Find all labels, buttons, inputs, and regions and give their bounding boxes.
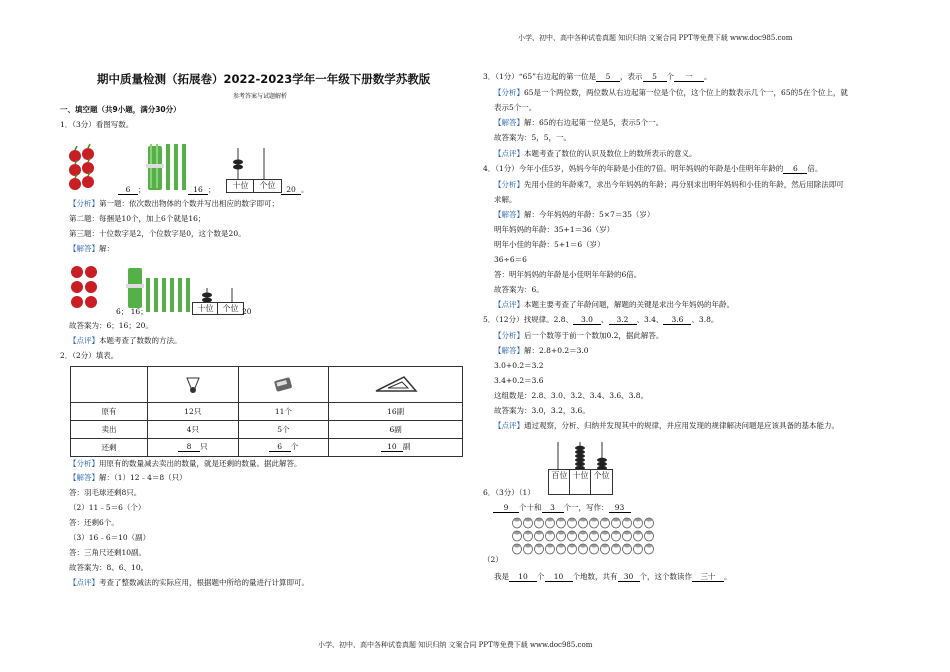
q6-answer-5: 10 (545, 573, 573, 582)
q3-result: 故答案为：5，5，一。 (494, 133, 572, 142)
analysis-tag: 【分析】 (69, 459, 99, 468)
q4-text-b: 倍。 (807, 164, 823, 173)
triangle-ruler-icon (329, 367, 463, 403)
q3-answer-3: 一 (674, 73, 704, 82)
q2-remain-value: 8 (178, 443, 200, 452)
stick-bundle-icon (146, 144, 186, 190)
q2-remain-value: 6 (269, 443, 291, 452)
q4-line4: 36÷6＝6 (494, 255, 527, 264)
q5-line3: 3.4+0.2＝3.6 (494, 376, 544, 385)
q6-text: 个地数，共有 (572, 572, 618, 581)
q1-comment: 本题考查了数数的方法。 (99, 336, 182, 345)
comment-tag: 【点评】 (69, 578, 99, 587)
q3-text-b: ，表示 (620, 72, 643, 81)
q3-text-a: 3．（1分）“65”右边起的第一位是 (483, 72, 597, 81)
q6-pv-ones: 个位 (590, 469, 613, 495)
solve-tag: 【解答】 (494, 210, 524, 219)
comment-tag: 【点评】 (494, 300, 524, 309)
q4-analysis: 先用小佳的年龄乘7，求出今年妈妈的年龄；再分别求出明年妈妈和小佳的年龄，然后用除法即可 (524, 180, 844, 189)
q3-text-c: 个 (666, 72, 675, 81)
q5-solve: 解：2.8+0.2＝3.0 (524, 346, 589, 355)
q6-abacus-icon (548, 440, 618, 470)
comment-tag: 【点评】 (69, 336, 99, 345)
q2-cell: 12只 (148, 403, 239, 421)
q4-analysis-line2: 求解。 (494, 195, 517, 204)
q2-table (70, 366, 463, 457)
page-footer: 小学、初中、高中各种试卷真题 知识归纳 文案合同 PPT等免费下载 www.doc985.com (318, 641, 593, 649)
q2-analysis: 用原有的数量减去卖出的数量，就是还剩的数量。据此解答。 (99, 459, 302, 468)
doc-title: 期中质量检测（拓展卷）2022-2023学年一年级下册数学苏教版 (97, 72, 431, 86)
q1-result: 故答案为：6；16；20。 (69, 321, 153, 330)
q2-cell: 11个 (238, 403, 329, 421)
q2-row-label: 还剩 (71, 439, 148, 457)
q6-text: 我是 (494, 572, 509, 581)
q2-row-sold (71, 421, 463, 439)
apple-group-icon (69, 144, 94, 190)
q3-comment: 本题考查了数位的认识及数位上的数所表示的意义。 (524, 149, 697, 158)
q5-result: 故答案为：3.0，3.2，3.6。 (494, 406, 590, 415)
q2-cell: 5个 (238, 421, 329, 439)
q1-analysis: 第一题：依次数出物体的个数并写出相应的数字即可； (99, 199, 279, 208)
abacus-icon (233, 148, 264, 180)
q5-answer-3: 3.6 (663, 316, 691, 325)
q4-result: 故答案为：6。 (494, 285, 544, 294)
pencil-sharpener-icon (238, 367, 329, 403)
q3-solve: 解：65的右边起第一位是5，表示5个一。 (524, 118, 664, 127)
q5-answer-2: 3.2 (609, 316, 637, 325)
q6-sub2: （2） (483, 555, 503, 564)
q4-line3: 明年小佳的年龄：5+1＝6（岁） (494, 240, 605, 249)
q3-answer-2: 5 (643, 73, 667, 82)
q1-solution-values: 6； 16； (116, 307, 148, 316)
q4-answer: 6 (783, 165, 807, 174)
q1-pv-tens: 十位 (226, 179, 255, 193)
solve-tag: 【解答】 (494, 346, 524, 355)
q2-row-label: 原有 (71, 403, 148, 421)
analysis-tag: 【分析】 (69, 199, 99, 208)
q6-text: 个十和 (519, 503, 542, 512)
stick-bundle-icon (126, 268, 190, 312)
q3-analysis: 65是一个两位数，两位数从右边起第一位是个位，这个位上的数表示几个一，65的5在个位上，就 (524, 88, 848, 97)
q4-line5: 答：明年妈妈的年龄是小佳明年年龄的6倍。 (494, 270, 642, 279)
q6-answer-2: 3 (542, 504, 564, 513)
q5-text-a: 5．（12分）找规律。2.8、 (483, 315, 573, 324)
q5-analysis: 后一个数等于前一个数加0.2，据此解答。 (524, 331, 664, 340)
q4-solve: 解：今年妈妈的年龄：5×7＝35（岁） (524, 210, 655, 219)
q4-line2: 明年妈妈的年龄：35+1＝36（岁） (494, 225, 615, 234)
shuttlecock-icon (148, 367, 239, 403)
q5-text-b: 、3.8。 (691, 315, 719, 324)
q1-answer-1: 6 (118, 186, 138, 195)
section-heading: 一、填空题（共9小题，满分30分） (60, 105, 181, 114)
q5-line2: 3.0+0.2＝3.2 (494, 361, 544, 370)
q1-solution-pv-tens: 十位 (192, 302, 219, 315)
q1-solve: 解： (99, 244, 114, 253)
q6-text: 个一，写作： (563, 503, 609, 512)
q1-pv-ones: 个位 (253, 179, 282, 193)
q2-row-label: 卖出 (71, 421, 148, 439)
q2-answer-3: 答：三角尺还剩10副。 (69, 548, 147, 557)
q1-analysis-line3: 第三题：十位数字是2，个位数字是0，这个数是20。 (69, 229, 246, 238)
q2-row-remaining (71, 439, 463, 457)
q5-comment: 通过观察，分析、归纳并发现其中的规律，并应用发现的规律解决问题是应该具备的基本能力。 (524, 421, 839, 430)
q2-heading: 2．（2分）填表。 (60, 351, 119, 360)
q2-remain-unit: 个 (290, 442, 299, 452)
q2-solve-2: （2）11﹣5＝6（个） (69, 503, 146, 512)
q2-remain-unit: 副 (402, 442, 411, 452)
q2-row-original (71, 403, 463, 421)
apple-group-icon (71, 266, 97, 308)
q6-text: 个 (537, 572, 545, 581)
q6-answer-4: 10 (509, 573, 537, 582)
q6-answer-7: 三十 (692, 573, 724, 582)
solve-tag: 【解答】 (69, 244, 99, 253)
comment-tag: 【点评】 (494, 149, 524, 158)
q1-solution-pv-ones: 个位 (217, 302, 244, 315)
q2-solve-1: 解：（1）12﹣4＝8（只） (99, 473, 187, 482)
q2-remain-value: 10 (381, 443, 403, 452)
q2-remain-unit: 只 (200, 442, 208, 452)
q4-text-a: 4．（1分）今年小佳5岁，妈妈今年的年龄是小佳的7倍。明年妈妈的年龄是小佳明年年龄的 (483, 164, 784, 173)
solve-tag: 【解答】 (69, 473, 99, 482)
q4-comment: 本题主要考查了年龄问题，解题的关键是求出今年妈妈的年龄。 (524, 300, 734, 309)
q1-solution-value-3: 20 (242, 307, 252, 316)
q2-answer-2: 答：还剩6个。 (69, 518, 119, 527)
q6-pv-tens: 十位 (569, 469, 592, 495)
doc-subtitle: 参考答案与试题解析 (233, 93, 288, 100)
q5-line4: 这组数是：2.8、3.0、3.2、3.4、3.6、3.8。 (494, 391, 649, 400)
q6-pv-hundreds: 百位 (548, 469, 571, 495)
q3-analysis-line2: 表示5个一。 (494, 103, 537, 112)
q1-heading: 1．（3分）看图写数。 (60, 120, 134, 129)
q2-result: 故答案为：8、6、10。 (69, 563, 149, 572)
q1-analysis-line2: 第二题：每捆是10个，加上6个就是16； (69, 214, 206, 223)
q3-answer-1: 5 (596, 73, 620, 82)
q6-heading: 6．（3分）（1） (483, 488, 535, 497)
analysis-tag: 【分析】 (494, 180, 524, 189)
q3-text-d: 。 (704, 72, 712, 81)
q2-comment: 考查了整数减法的实际应用，根据题中所给的量进行计算即可。 (99, 578, 309, 587)
solve-tag: 【解答】 (494, 118, 524, 127)
q2-answer-1: 答：羽毛球还剩8只。 (69, 488, 142, 497)
q6-bead-rows (512, 517, 662, 557)
q2-solve-3: （3）16﹣6＝10（副） (69, 533, 151, 542)
q6-answer-6: 30 (618, 573, 640, 582)
q5-answer-1: 3.0 (573, 316, 601, 325)
comment-tag: 【点评】 (494, 421, 524, 430)
q1-answer-2: 16 (188, 186, 208, 195)
analysis-tag: 【分析】 (494, 88, 524, 97)
q6-text: 个，这个数读作 (639, 572, 692, 581)
q5-sep: 、 (601, 315, 609, 324)
q2-cell: 4只 (148, 421, 239, 439)
analysis-tag: 【分析】 (494, 331, 524, 340)
q2-cell: 6副 (329, 421, 463, 439)
q6-answer-3: 93 (609, 504, 631, 513)
q6-answer-1: 9 (493, 504, 519, 513)
q2-cell: 16副 (329, 403, 463, 421)
page-header: 小学、初中、高中各种试卷真题 知识归纳 文案合同 PPT等免费下载 www.doc985.com (518, 34, 793, 42)
q6-text: 。 (724, 572, 732, 581)
q5-sep: 、3.4、 (636, 315, 664, 324)
q1-answer-3: 20 (281, 186, 301, 195)
